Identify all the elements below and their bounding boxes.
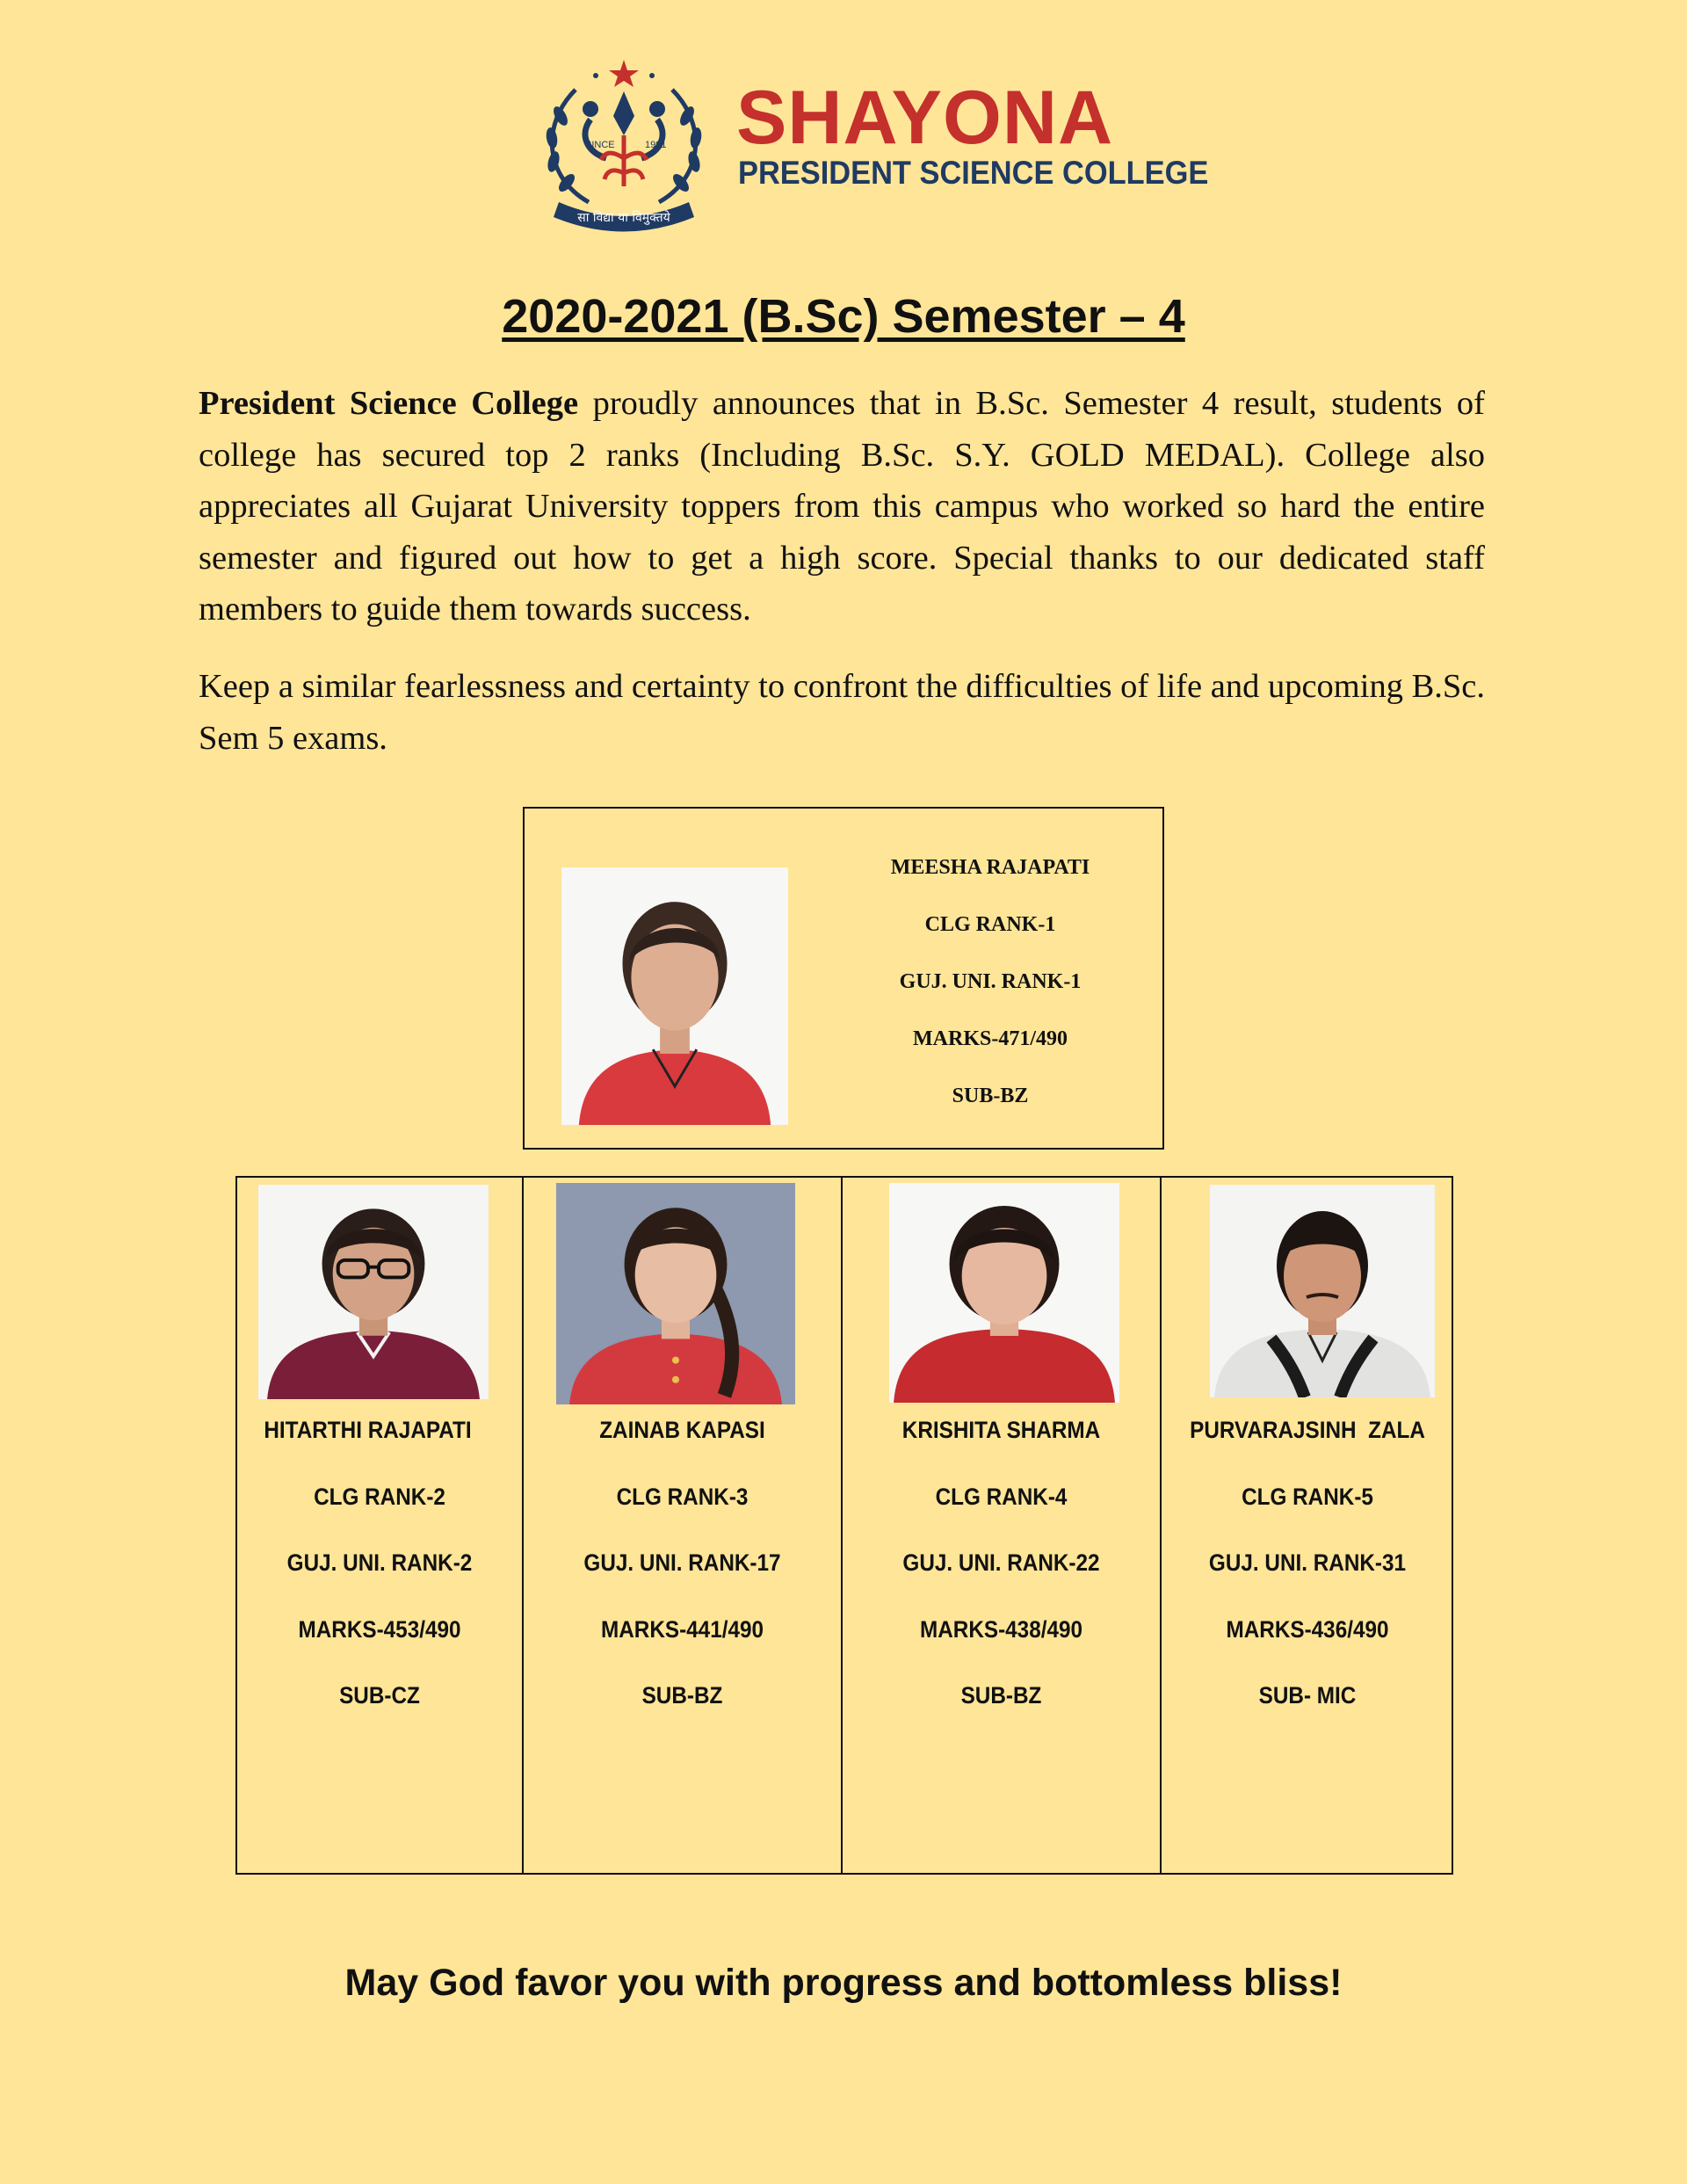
rank-table	[235, 1176, 1453, 1875]
ranker-marks: MARKS-453/490	[298, 1615, 461, 1643]
ranker-photo	[1210, 1185, 1435, 1397]
topper-college-rank: CLG RANK-1	[924, 913, 1056, 936]
ranker-column	[237, 1178, 522, 1873]
logo-year-text: 1991	[645, 140, 667, 150]
ranker-college-rank: CLG RANK-5	[1242, 1483, 1373, 1510]
ranker-subject: SUB-BZ	[960, 1682, 1042, 1709]
ranker-details	[539, 1415, 825, 1747]
ranker-marks: MARKS-436/490	[1226, 1615, 1389, 1643]
ranker-university-rank: GUJ. UNI. RANK-2	[286, 1549, 473, 1576]
ranker-subject: SUB-CZ	[339, 1682, 420, 1709]
ranker-name: HITARTHI RAJAPATI	[264, 1417, 472, 1443]
logo-motto-text: सा विद्या या विमुक्तये	[577, 211, 670, 225]
motivation-paragraph: Keep a similar fearlessness and certainty to confront the difficulties of life and upcoming B.Sc. Sem 5 exams.	[199, 668, 1485, 757]
ranker-college-rank: CLG RANK-2	[314, 1483, 445, 1510]
ranker-marks: MARKS-441/490	[600, 1615, 764, 1643]
intro-lead: President Science College	[199, 385, 579, 422]
ranker-university-rank: GUJ. UNI. RANK-22	[902, 1549, 1100, 1576]
topper-card	[523, 807, 1164, 1150]
ranker-details	[251, 1415, 508, 1747]
ranker-university-rank: GUJ. UNI. RANK-17	[583, 1549, 781, 1576]
intro-paragraph	[199, 378, 1485, 635]
intro-paragraph-text: proudly announces that in B.Sc. Semester 4 result, students of college has secured top 2 ranks (Including B.Sc. S.Y. GOLD MEDAL). College also appreciates all Gujarat University toppers from this campus who worked so hard the entire semester and figured out how to get a high score. Special thanks to our dedicated staff members to guide them towards success.	[199, 385, 1486, 628]
document-title: 2020-2021 (B.Sc) Semester – 4	[502, 290, 1185, 343]
ranker-details	[1177, 1415, 1439, 1747]
ranker-photo	[889, 1183, 1119, 1403]
topper-details	[815, 854, 1166, 1140]
ranker-photo	[556, 1183, 795, 1404]
topper-marks: MARKS-471/490	[913, 1027, 1068, 1050]
ranker-marks: MARKS-438/490	[919, 1615, 1083, 1643]
topper-university-rank: GUJ. UNI. RANK-1	[899, 970, 1082, 993]
topper-name: MEESHA RAJAPATI	[890, 856, 1090, 879]
closing-message: May God favor you with progress and bottomless bliss!	[344, 1962, 1343, 2004]
ranker-subject: SUB- MIC	[1258, 1682, 1357, 1709]
logo-since-text: SINCE	[585, 140, 615, 150]
ranker-column	[841, 1178, 1160, 1873]
brand-name: SHAYONA	[736, 76, 1114, 160]
ranker-name: PURVARAJSINH ZALA	[1190, 1417, 1425, 1443]
brand-subtitle: PRESIDENT SCIENCE COLLEGE	[738, 155, 1209, 191]
topper-subject: SUB-BZ	[952, 1085, 1029, 1107]
topper-photo	[561, 867, 788, 1125]
college-logo	[527, 54, 720, 235]
ranker-photo	[258, 1185, 489, 1399]
ranker-details	[858, 1415, 1144, 1747]
ranker-column	[522, 1178, 841, 1873]
ranker-college-rank: CLG RANK-4	[935, 1483, 1068, 1510]
ranker-name: KRISHITA SHARMA	[901, 1417, 1101, 1443]
ranker-name: ZAINAB KAPASI	[599, 1417, 765, 1443]
ranker-university-rank: GUJ. UNI. RANK-31	[1208, 1549, 1407, 1576]
ranker-college-rank: CLG RANK-3	[616, 1483, 749, 1510]
ranker-subject: SUB-BZ	[641, 1682, 723, 1709]
ranker-column	[1160, 1178, 1453, 1873]
